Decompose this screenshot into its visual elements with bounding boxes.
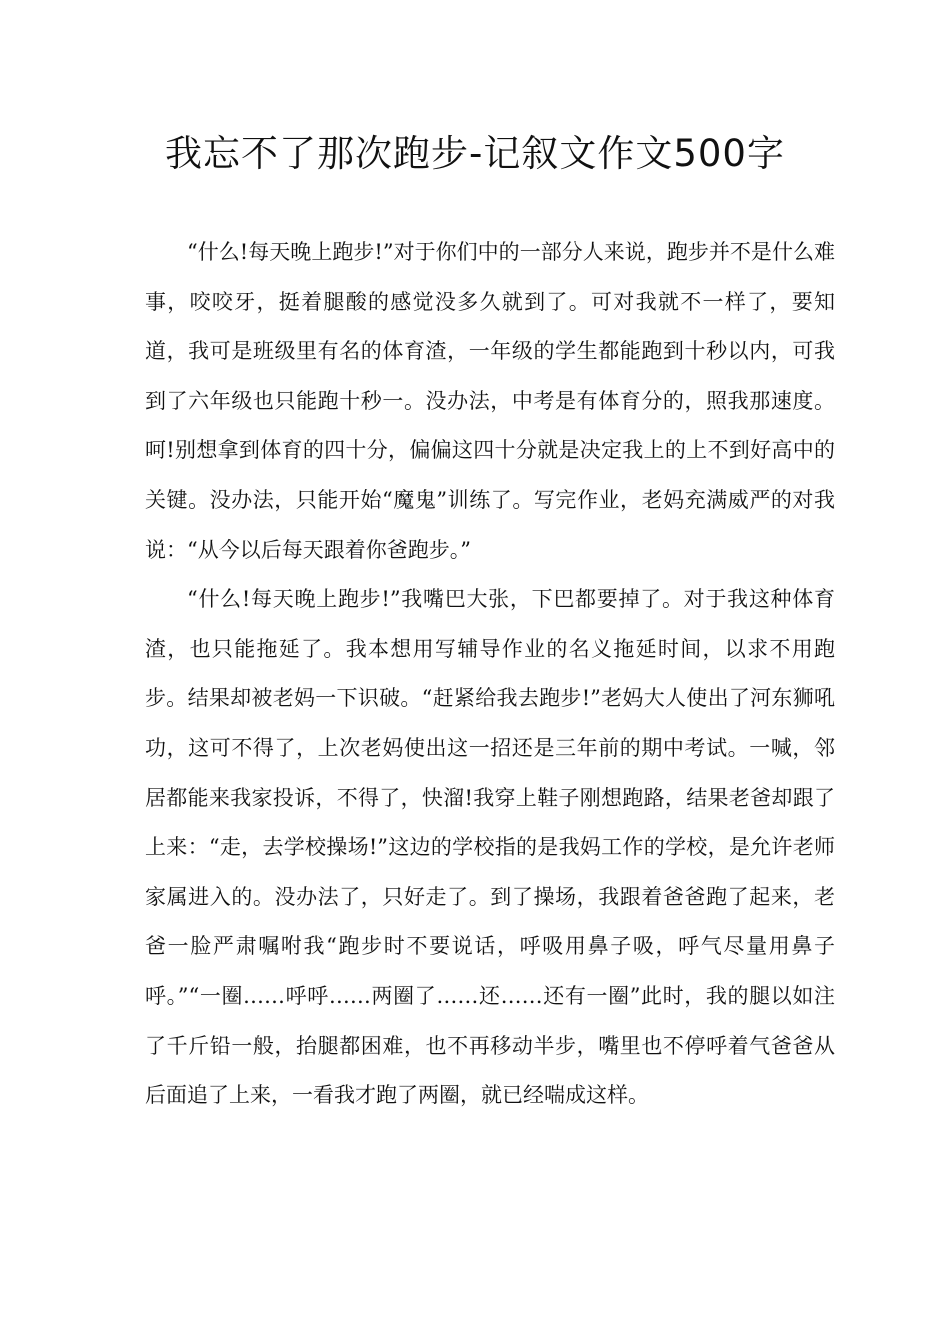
paragraph-1: “什么!每天晚上跑步!”对于你们中的一部分人来说，跑步并不是什么难事，咬咬牙，挺着腿酸的感觉没多久就到了。可对我就不一样了，要知道，我可是班级里有名的体育渣，一年级的学生都能跑到十秒以内，可我到了六年级也只能跑十秒一。没办法，中考是有体育分的，照我那速度。呵!别想拿到体育的四十分，偏偏这四十分就是决定我上的上不到好高中的关键。没办法，只能开始“魔鬼”训练了。写完作业，老妈充满威严的对我说：“从今以后每天跟着你爸跑步。” — [145, 240, 835, 562]
document-title: 我忘不了那次跑步-记叙文作文500字 — [165, 132, 785, 175]
document-body — [145, 228, 835, 1121]
paragraph-2: “什么!每天晚上跑步!”我嘴巴大张，下巴都要掉了。对于我这种体育渣，也只能拖延了。我本想用写辅导作业的名义拖延时间，以求不用跑步。结果却被老妈一下识破。“赶紧给我去跑步!”老妈大人使出了河东狮吼功，这可不得了，上次老妈使出这一招还是三年前的期中考试。一喊，邻居都能来我家投诉，不得了，快溜!我穿上鞋子刚想跑路，结果老爸却跟了上来：“走，去学校操场!”这边的学校指的是我妈工作的学校，是允许老师家属进入的。没办法了，只好走了。到了操场，我跟着爸爸跑了起来，老爸一脸严肃嘱咐我“跑步时不要说话，呼吸用鼻子吸，呼气尽量用鼻子呼。”“一圈……呼呼……两圈了……还……还有一圈”此时，我的腿以如注了千斤铅一般，抬腿都困难，也不再移动半步，嘴里也不停呼着气爸爸从后面追了上来，一看我才跑了两圈，就已经喘成这样。 — [145, 587, 835, 1108]
